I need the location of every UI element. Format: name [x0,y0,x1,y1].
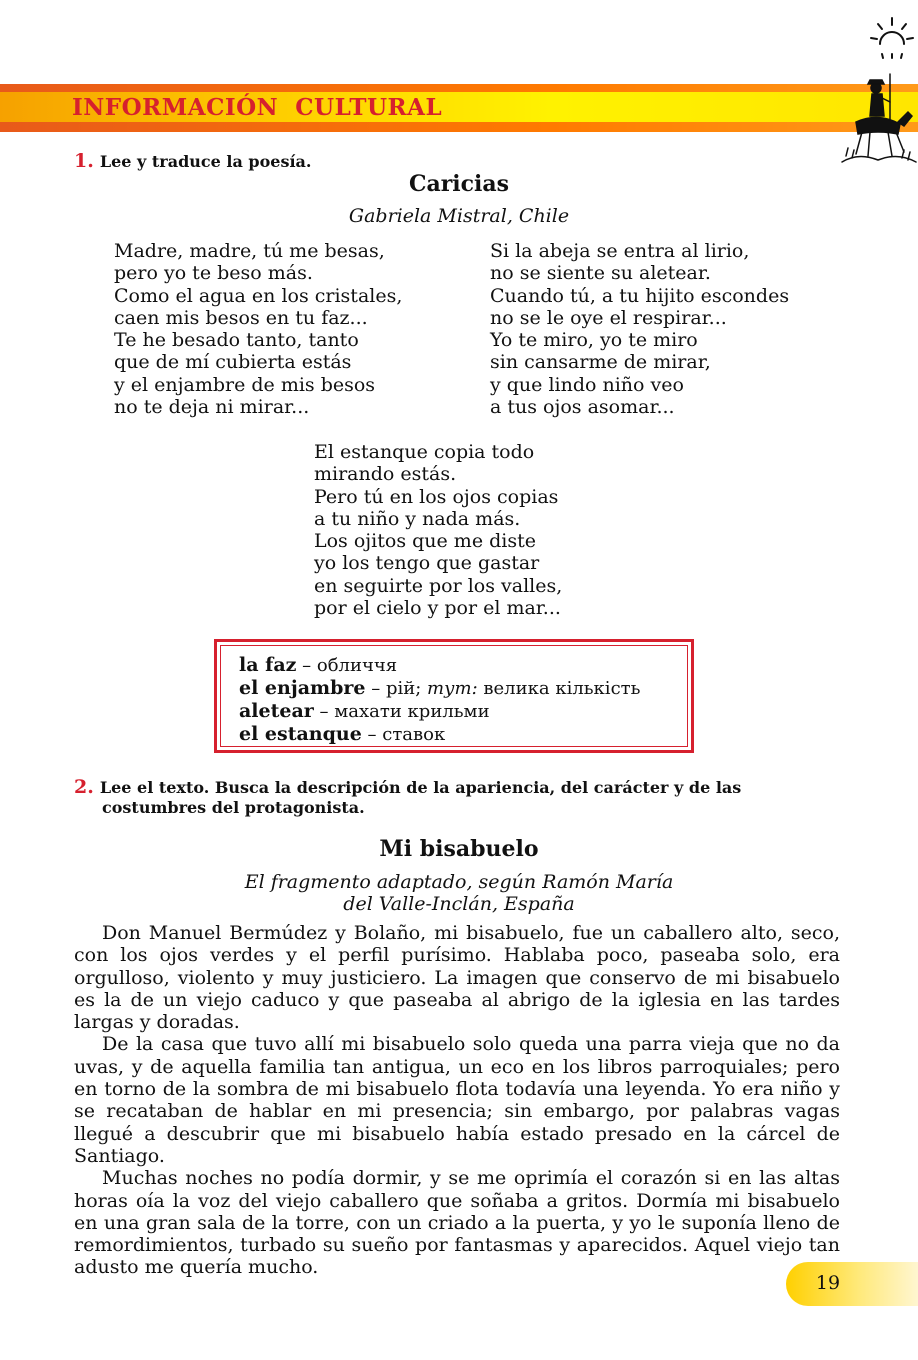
poem-line: Como el agua en los cristales, [114,284,403,307]
task-2-instruction [74,776,840,817]
poem-line: pero yo te beso más. [114,262,313,285]
poem-stanza-1 [114,240,402,418]
vocabulary-separator: – [361,724,383,745]
poem-line: a tu niño y nada más. [314,507,521,530]
vocabulary-item [239,723,640,746]
poem-line: El estanque copia todo [314,441,535,463]
story-paragraph: Don Manuel Bermúdez y Bolaño, mi bisabuelo, fue un caballero alto, seco, con los ojos verdes y el perfil purísimo. Hablaba poco, paseaba solo, era orgulloso, violento y muy justiciero. La imagen que conservo de mi bisabuelo es la de un viejo caduco y que paseaba al abrigo de la iglesia en las tardes largas y doradas. [74,922,840,1034]
poem-stanza-2 [490,240,789,418]
section-title: INFORMACIÓN CULTURAL [72,94,443,121]
vocabulary-separator: – [296,655,317,676]
poem-line: Pero tú en los ojos copias [314,485,559,508]
vocabulary-translation: обличчя [316,655,398,676]
vocabulary-translation: рій; [385,678,428,699]
vocabulary-term: el estanque [239,723,362,745]
story-text [74,922,840,1279]
poem-stanza-3 [314,441,562,619]
vocabulary-item [239,677,640,700]
story-paragraph: De la casa que tuvo allí mi bisabuelo solo queda una parra vieja que no da uvas, y de aquella familia tan antigua, un eco en los libros parroquiales; pero en torno de la sombra de mi bisabuelo flota todavía una leyenda. Yo era niño y se recataban de hablar en mi presencia; sin embargo, por palabras vagas llegué a descubrir que mi bisabuelo había estado presado en la cárcel de Santiago. [74,1033,840,1167]
page-number: 19 [815,1272,841,1294]
story-subtitle-line-2: del Valle-Inclán, España [343,893,575,915]
task-1-instruction [74,150,311,172]
vocabulary-item [239,654,640,677]
poem-line: no se siente su aletear. [490,262,711,285]
vocabulary-term: aletear [239,700,314,722]
poem-line: mirando estás. [314,463,457,486]
vocabulary-separator: – [365,678,386,699]
poem-line: Te he besado tanto, tanto [114,329,359,352]
poem-author: Gabriela Mistral, Chile [348,205,570,227]
story-title: Mi bisabuelo [379,836,539,862]
vocabulary-separator: – [313,701,335,722]
story-subtitle [0,871,918,915]
task-2-line-2: costumbres del protagonista. [102,798,365,817]
vocabulary-translation: махати крильми [334,701,490,722]
poem-line: caen mis besos en tu faz... [114,306,368,329]
poem-line: no te deja ni mirar... [114,396,310,419]
poem-line: Madre, madre, tú me besas, [114,240,385,262]
vocabulary-translation: ставок [382,724,446,745]
task-2-line-1 [74,776,840,798]
story-paragraph: Muchas noches no podía dormir, y se me oprimía el corazón si en las altas horas oía la voz del viejo caballero que soñaba a gritos. Dormía mi bisabuelo en una gran sala de la torre, con un criado a la puerta, y yo le suponía lleno de remordimientos, turbado su sueño por fantasmas y aparecidos. Aquel viejo tan adusto me quería mucho. [74,1167,840,1279]
vocabulary-item [239,700,640,723]
poem-line: Cuando tú, a tu hijito escondes [490,284,790,307]
story-subtitle-line-1: El fragmento adaptado, según Ramón María [244,871,674,893]
page-number-tab [786,1262,918,1306]
poem-line: sin cansarme de mirar, [490,351,711,374]
poem-line: Los ojitos que me diste [314,530,536,553]
poem-line: en seguirte por los valles, [314,574,563,597]
poem-line: que de mí cubierta estás [114,351,352,374]
poem-line: y el enjambre de mis besos [114,373,376,396]
poem-title: Caricias [408,171,510,197]
task-1-text: Lee y traduce la poesía. [99,152,312,171]
vocabulary-list [239,654,640,746]
vocabulary-term: el enjambre [239,677,366,699]
poem-line: a tus ojos asomar... [490,396,675,419]
banner-stripe-bottom [0,122,918,132]
sun-icon [868,14,916,62]
poem-line: por el cielo y por el mar... [314,597,561,620]
task-1-number: 1. [74,150,94,172]
vocabulary-note-label: тут: [427,678,478,699]
poem-line: no se le oye el respirar... [490,306,727,329]
task-2-number: 2. [74,776,94,798]
poem-line: Yo te miro, yo te miro [490,329,698,352]
vocabulary-note: велика кількість [477,678,641,699]
banner-stripe-top [0,84,918,92]
poem-line: Si la abeja se entra al lirio, [490,240,750,262]
poem-line: y que lindo niño veo [490,373,684,396]
vocabulary-term: la faz [239,654,297,676]
task-2-text-1: Lee el texto. Busca la descripción de la apariencia, del carácter y de las [99,778,742,797]
vocabulary-box [214,639,694,753]
poem-line: yo los tengo que gastar [314,552,540,575]
don-quixote-icon [838,72,918,172]
